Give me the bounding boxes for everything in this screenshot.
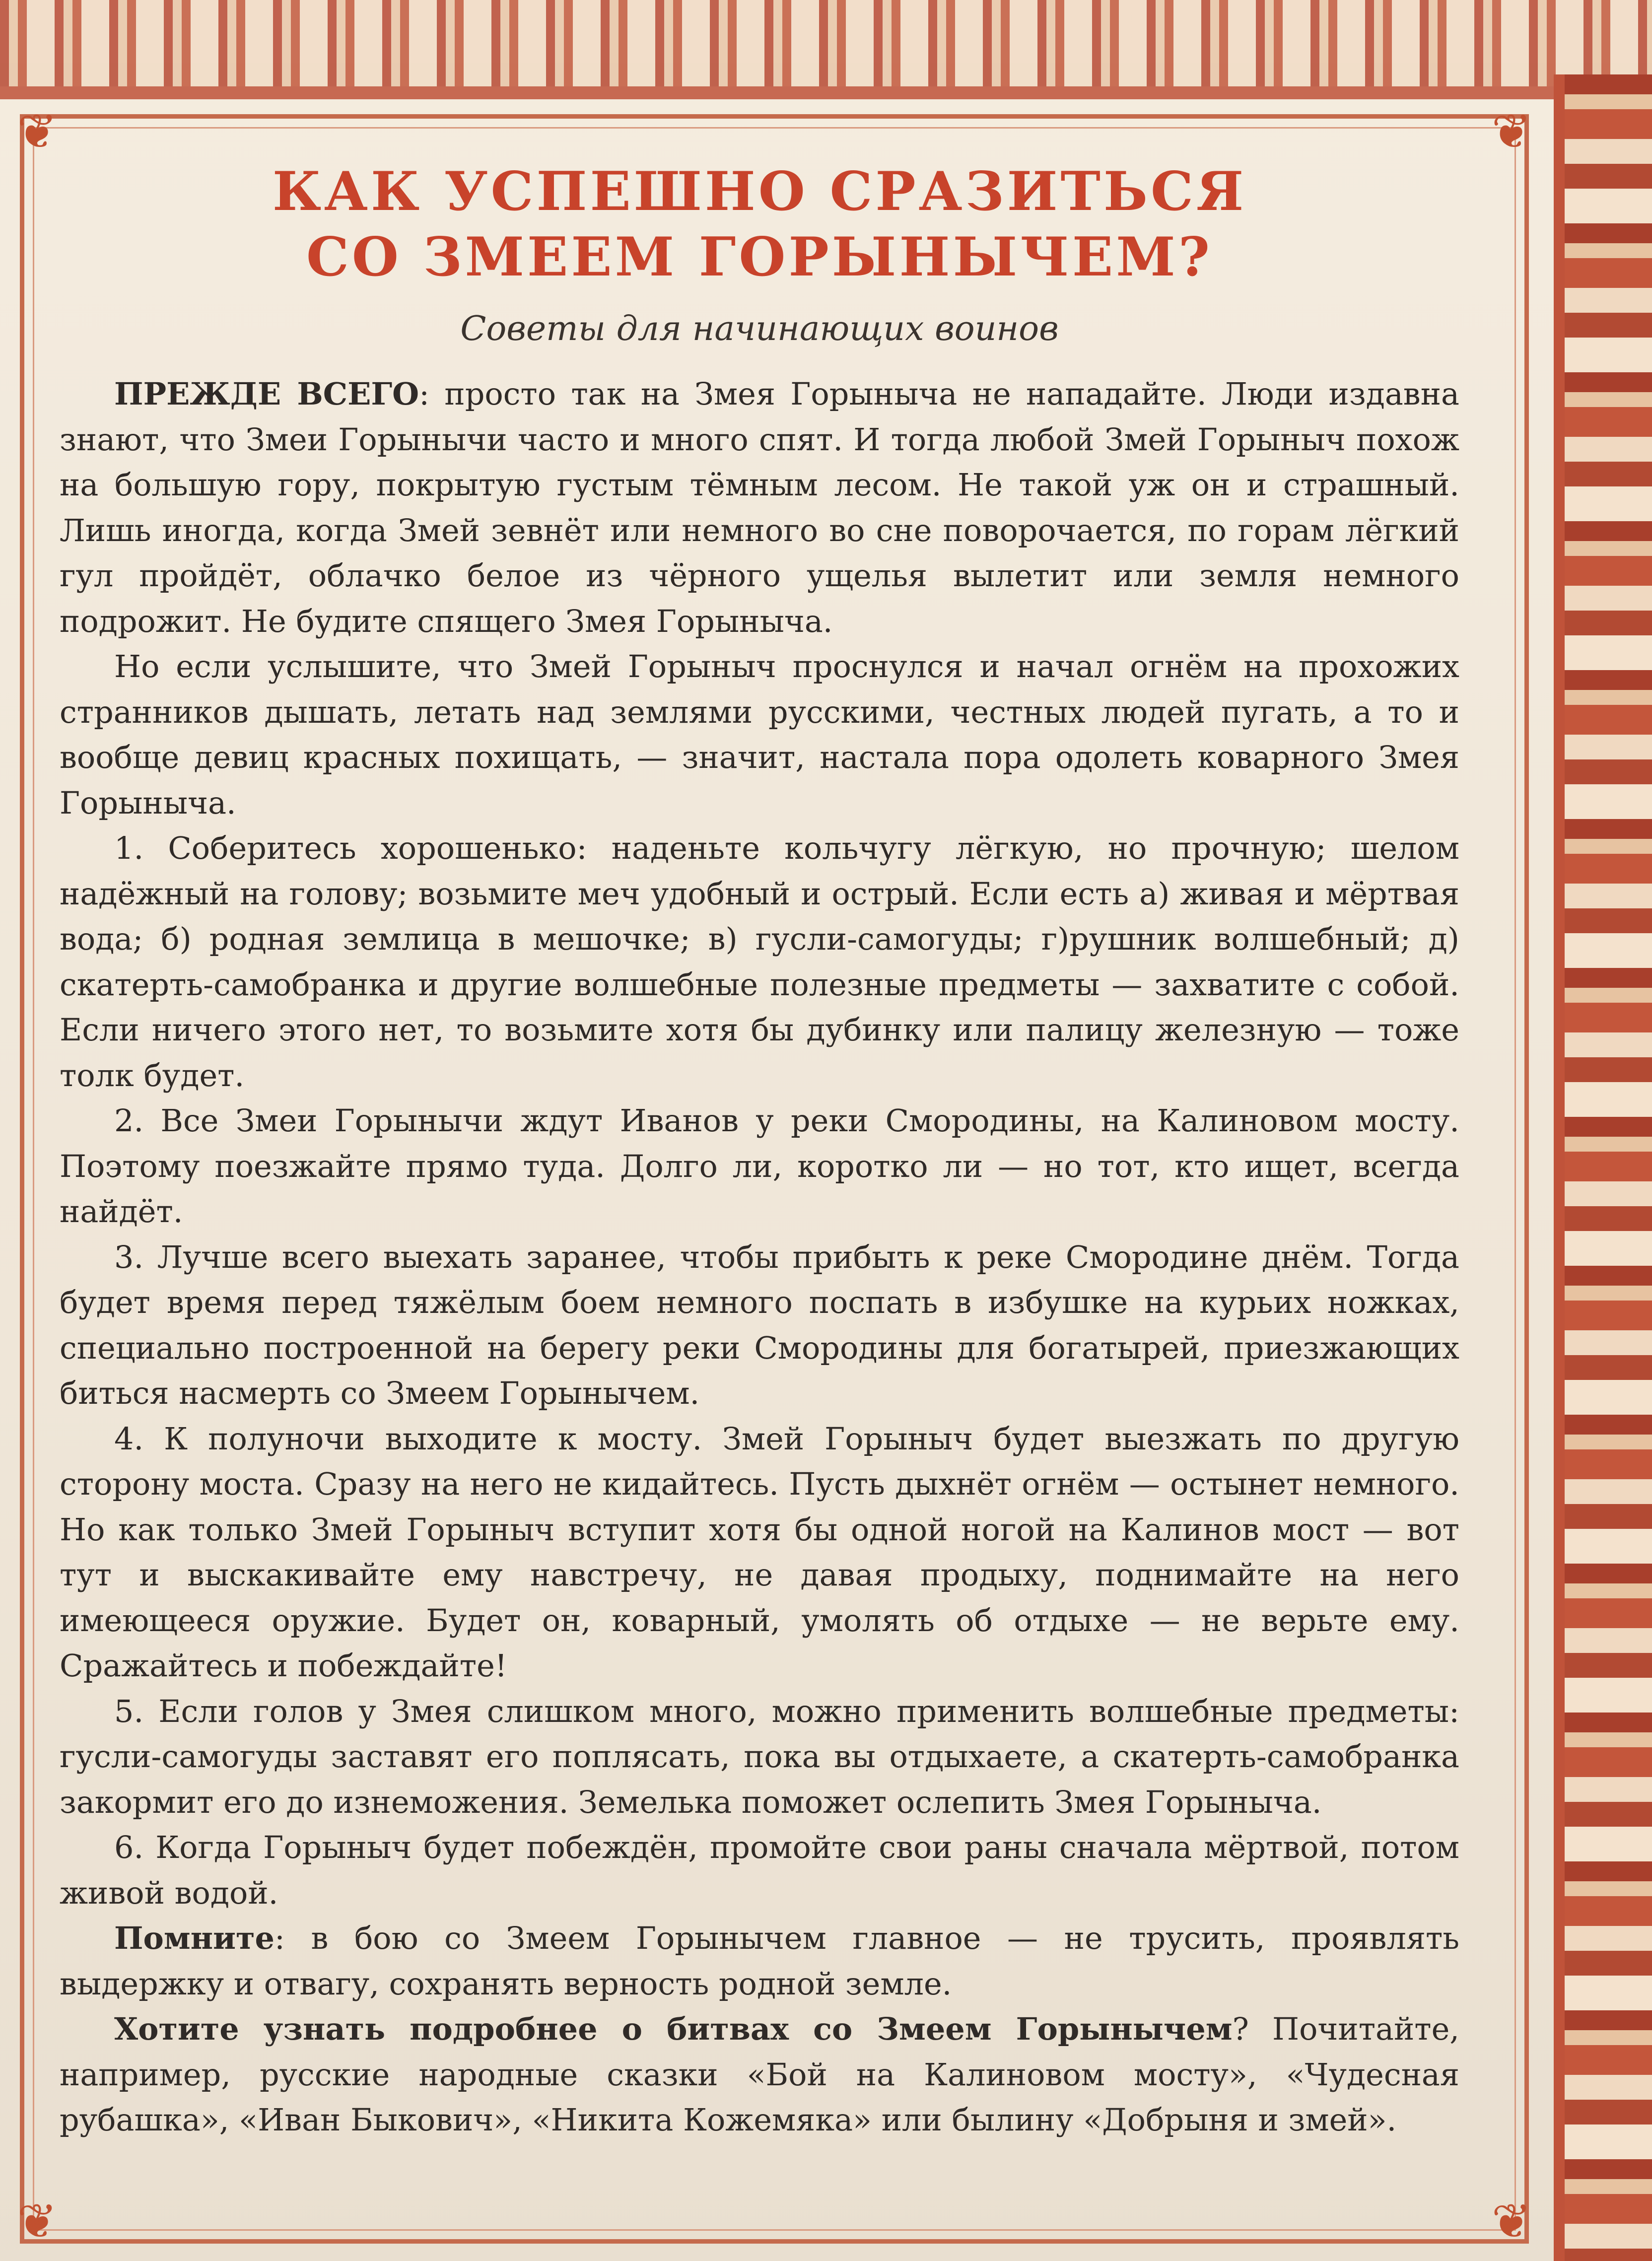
- step-4: 4. К полуночи выходите к мосту. Змей Горыныч будет выезжать по другую сторону моста. Сразу на него не кидайтесь. Пусть дыхнёт огнём — остынет немного. Но как только Змей Горыныч вступит хотя бы одной ногой на Калинов мост — вот тут и выскакивайте ему навстречу, не давая продыху, поднимайте на него имеющееся оружие. Будет он, коварный, умолять об отдыхе — не верьте ему. Сражайтесь и побеждайте!: [60, 1420, 1459, 1684]
- article: [60, 159, 1459, 2143]
- step-1: 1. Соберитесь хорошенько: наденьте кольчугу лёгкую, но прочную; шелом надёжный на голову; возьмите меч удобный и острый. Если есть а) живая и мёртвая вода; б) родная землица в мешочке; в) гусли-самогуды; г)рушник волшебный; д) скатерть-самобранка и другие волшебные полезные предметы — захватите с собой. Если ничего этого нет, то возьмите хотя бы дубинку или палицу железную — тоже толк будет.: [60, 830, 1459, 1094]
- remember-text: : в бою со Змеем Горынычем главное — не трусить, проявлять выдержку и отвагу, сохранять верность родной земле.: [60, 1920, 1459, 2002]
- title-line-2: СО ЗМЕЕМ ГОРЫНЫЧЕМ?: [306, 226, 1213, 288]
- step-3: 3. Лучше всего выехать заранее, чтобы прибыть к реке Смородине днём. Тогда будет время перед тяжёлым боем немного поспать в избушке на курьих ножках, специально построенной на берегу реки Смородины для богатырей, приезжающих биться насмерть со Змеем Горынычем.: [60, 1238, 1459, 1411]
- intro-text: : просто так на Змея Горыныча не нападайте. Люди издавна знают, что Змеи Горынычи часто и много спят. И тогда любой Змей Горыныч похож на большую гору, покрытую густым тёмным лесом. Не такой уж он и страшный. Лишь иногда, когда Змей зевнёт или немного во сне поворочается, по горам лёгкий гул пройдёт, облачко белое из чёрного ущелья вылетит или земля немного подрожит. Не будите спящего Змея Горыныча.: [60, 376, 1459, 639]
- corner-ornament-icon: ❦: [17, 2193, 58, 2249]
- corner-ornament-icon: ❦: [1491, 2193, 1532, 2249]
- top-ornament-band: [0, 0, 1652, 99]
- subtitle: Советы для начинающих воинов: [460, 309, 1059, 348]
- step-6: 6. Когда Горыныч будет побеждён, промойте свои раны сначала мёртвой, потом живой водой.: [60, 1829, 1459, 1911]
- intro-paragraph: [60, 371, 1459, 644]
- step-5: 5. Если голов у Змея слишком много, можно применить волшебные предметы: гусли-самогуды заставят его поплясать, пока вы отдыхаете, а скатерть-самобранка закормит его до изнеможения. Земелька поможет ослепить Змея Горыныча.: [60, 1693, 1459, 1820]
- title-line-1: КАК УСПЕШНО СРАЗИТЬСЯ: [272, 160, 1247, 223]
- more-paragraph: [60, 2006, 1459, 2143]
- remember-lead: Помните: [114, 1920, 275, 1956]
- corner-ornament-icon: ❦: [1491, 104, 1532, 159]
- more-lead: Хотите узнать подробнее о битвах со Змеем Горынычем: [114, 2011, 1233, 2047]
- more-text: ? Почитайте, например, русские народные сказки «Бой на Калиновом мосту», «Чудесная рубашка», «Иван Быкович», «Никита Кожемяка» или былину «Добрыня и змей».: [60, 2011, 1459, 2138]
- step-2: 2. Все Змеи Горынычи ждут Иванов у реки Смородины, на Калиновом мосту. Поэтому поезжайте прямо туда. Долго ли, коротко ли — но тот, кто ищет, всегда найдёт.: [60, 1102, 1459, 1230]
- remember-paragraph: [60, 1916, 1459, 2006]
- page-title: [60, 159, 1459, 290]
- paragraph-2: Но если услышите, что Змей Горыныч проснулся и начал огнём на прохожих странников дышать, летать над землями русскими, честных людей пугать, а то и вообще девиц красных похищать, — значит, настала пора одолеть коварного Змея Горыныча.: [60, 648, 1459, 821]
- right-ornament-band: [1554, 74, 1652, 2261]
- intro-lead: ПРЕЖДЕ ВСЕГО: [114, 376, 419, 412]
- corner-ornament-icon: ❦: [17, 104, 58, 159]
